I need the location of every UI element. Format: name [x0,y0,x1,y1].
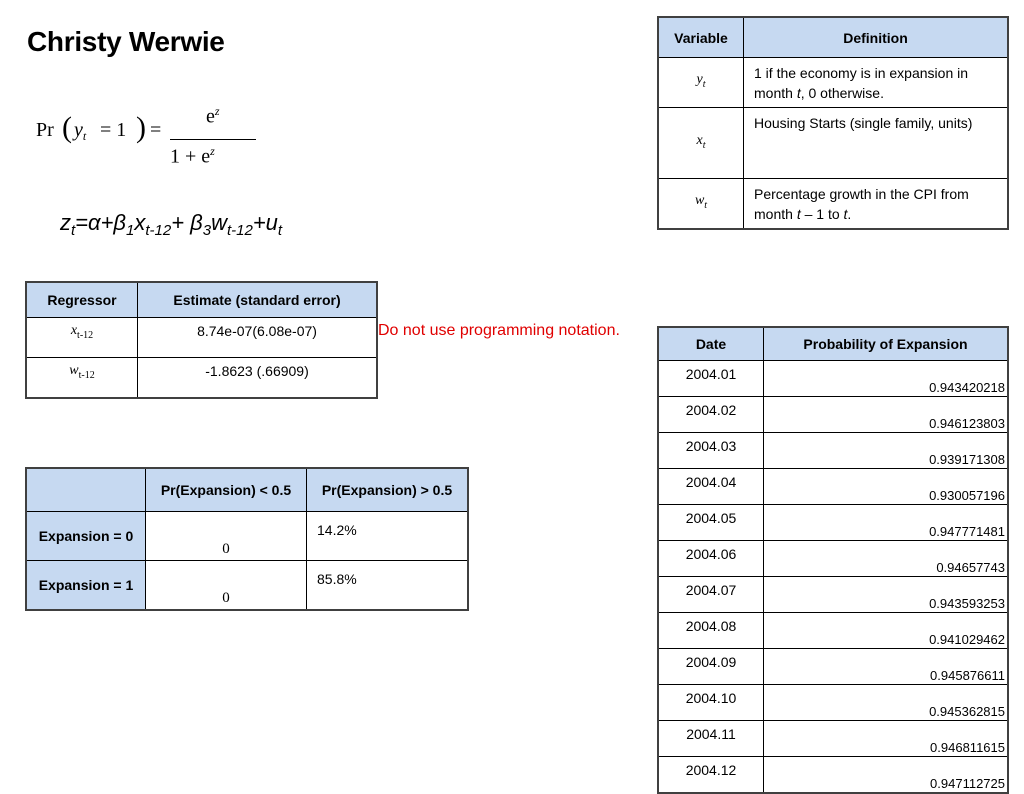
probability-cell: 0.943420218 [764,361,1009,397]
z-equation: $z_t=\alpha+\beta_1x_{t-12}+ \beta_3w_{t-12}+u_t$ [60,210,283,239]
high-prob-header: Pr(Expansion) > 0.5 [307,468,469,512]
date-cell: 2004.06 [658,541,764,577]
table-row [658,613,1008,649]
table-row [658,649,1008,685]
table-row [658,685,1008,721]
table-row [658,433,1008,469]
variable-cell: $x_t$ [658,108,744,179]
formula-right-paren: ) [136,111,146,144]
low-prob-header: Pr(Expansion) < 0.5 [146,468,307,512]
table-row [658,397,1008,433]
fraction-bar [170,139,256,140]
formula-equals: = [150,119,162,141]
probability-cell: 0.947771481 [764,505,1009,541]
regressor-var: $x_{t-12}$ [26,318,138,358]
row-label-expansion-1: Expansion = 1 [26,561,146,611]
table-row [658,757,1008,794]
regressor-table [25,281,378,399]
table-row [658,58,1008,108]
probability-cell: 0.943593253 [764,577,1009,613]
table-row [658,721,1008,757]
date-header: Date [658,327,764,361]
date-cell: 2004.04 [658,469,764,505]
table-row [26,358,377,399]
variable-cell: $w_t$ [658,179,744,229]
formula-numerator: $e^z$ [206,104,220,128]
date-cell: 2004.01 [658,361,764,397]
definition-cell: Housing Starts (single family, units) [744,108,1009,179]
high-prob-cell: 14.2% [307,512,469,561]
regressor-estimate: 8.74e-07(6.08e-07) [138,318,378,358]
low-prob-cell: 0 [146,561,307,611]
table-row [658,108,1008,179]
definition-cell: 1 if the economy is in expansion in month t, 0 otherwise. [744,58,1009,108]
probability-formula [36,104,236,174]
definitions-table [657,16,1009,230]
table-row [658,577,1008,613]
low-prob-cell: 0 [146,512,307,561]
regressor-header: Regressor [26,282,138,318]
probability-cell: 0.939171308 [764,433,1009,469]
table-row [26,512,468,561]
probability-table [657,326,1009,794]
probability-cell: 0.945362815 [764,685,1009,721]
table-row [26,318,377,358]
date-cell: 2004.12 [658,757,764,794]
date-cell: 2004.03 [658,433,764,469]
probability-cell: 0.945876611 [764,649,1009,685]
formula-left-paren: ( [62,111,72,144]
date-cell: 2004.10 [658,685,764,721]
variable-header: Variable [658,17,744,58]
regressor-var: $w_{t-12}$ [26,358,138,399]
date-cell: 2004.02 [658,397,764,433]
regressor-estimate: -1.8623 (.66909) [138,358,378,399]
probability-cell: 0.930057196 [764,469,1009,505]
probability-table-body [658,361,1008,794]
table-row [658,179,1008,229]
corner-header [26,468,146,512]
formula-eq-one: = 1 [100,119,127,141]
probability-header: Probability of Expansion [764,327,1009,361]
date-cell: 2004.05 [658,505,764,541]
table-row [658,361,1008,397]
classification-table [25,467,469,611]
table-row [658,541,1008,577]
row-label-expansion-0: Expansion = 0 [26,512,146,561]
probability-cell: 0.94657743 [764,541,1009,577]
formula-y: $y_t$ [74,119,87,143]
high-prob-cell: 85.8% [307,561,469,611]
date-cell: 2004.09 [658,649,764,685]
formula-denominator: $1 + e^z$ [170,144,215,168]
estimate-header: Estimate (standard error) [138,282,378,318]
table-row [658,469,1008,505]
probability-cell: 0.947112725 [764,757,1009,794]
date-cell: 2004.11 [658,721,764,757]
date-cell: 2004.08 [658,613,764,649]
slide-title: Christy Werwie [27,26,225,57]
definition-header: Definition [744,17,1009,58]
formula-pr: Pr [36,119,54,141]
date-cell: 2004.07 [658,577,764,613]
probability-cell: 0.941029462 [764,613,1009,649]
annotation-note: Do not use programming notation. [378,322,620,339]
variable-cell: $y_t$ [658,58,744,108]
definition-cell: Percentage growth in the CPI from month t – 1 to t. [744,179,1009,229]
table-row [26,561,468,611]
probability-cell: 0.946811615 [764,721,1009,757]
probability-cell: 0.946123803 [764,397,1009,433]
table-row [658,505,1008,541]
